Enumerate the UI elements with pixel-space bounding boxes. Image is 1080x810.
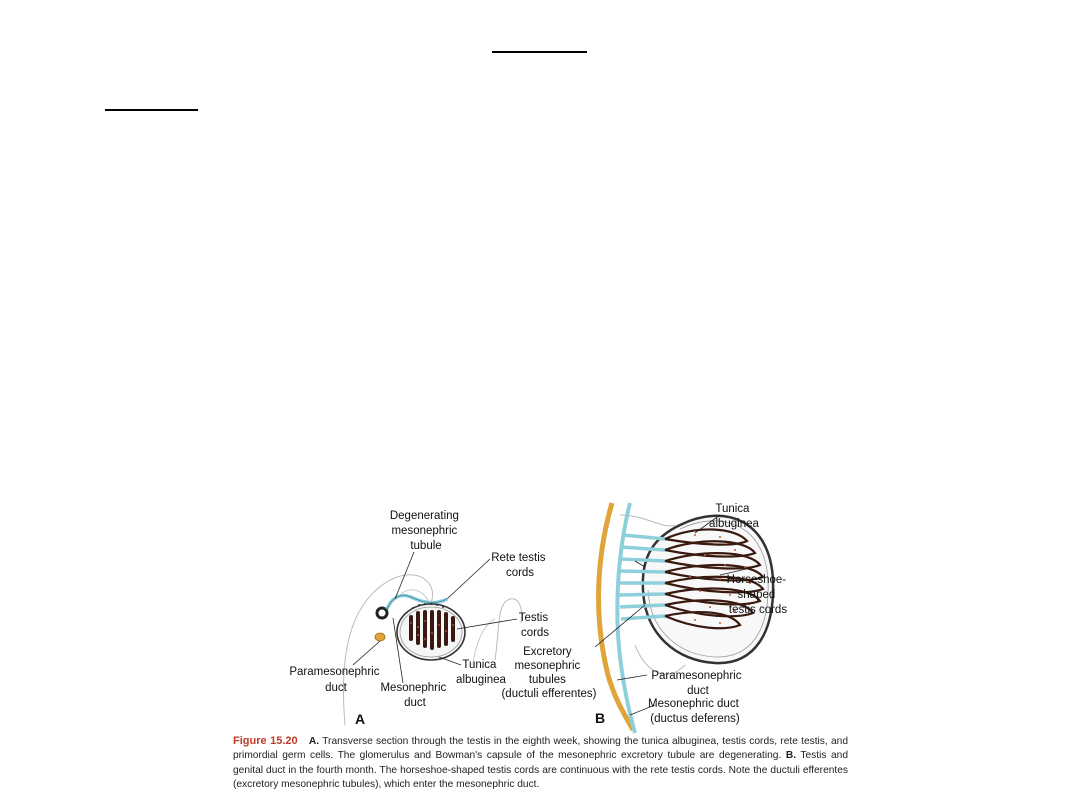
label-paramesonephric-a: Paramesonephric duct (289, 666, 380, 694)
caption-b-text: Testis and genital duct in the fourth month. The horseshoe-shaped testis cords are continuous with the rete testis cords. Note the ductuli efferentes (excretory mesonephric tubules), which enter the mesonephric duct. (233, 750, 848, 791)
caption-a-label: A. (308, 736, 320, 747)
figure-label: Figure 15.20 (233, 735, 298, 747)
caption-b-label: B. (785, 750, 797, 762)
label-excretory: Excretory mesonephric tubules (ductuli efferentes) (501, 646, 597, 700)
label-degenerating: Degenerating mesonephric tubule (389, 510, 459, 552)
caption-a-text: Transverse section through the testis in the eighth week, showing the tunica albuginea, testis cords, rete testis, and primordial germ cells. The glomerulus and Bowman's capsule of the mesonephric excretory tubule are degenerating. (233, 736, 848, 762)
mesonephric-duct-a (377, 608, 387, 618)
label-horseshoe: Horseshoe- shaped testis cords (726, 574, 788, 616)
label-testis-cords: Testis cords (518, 612, 550, 639)
testis-diagram (225, 495, 855, 735)
label-rete-testis-cords: Rete testis cords (491, 552, 546, 579)
panel-b-letter: B (595, 710, 606, 726)
label-tunica-b: Tunica albuginea (709, 503, 759, 530)
panel-a-letter: A (355, 711, 366, 727)
title-underline (492, 51, 587, 53)
figure-caption (233, 734, 848, 793)
subtitle-underline (105, 109, 198, 111)
paramesonephric-duct-a (375, 633, 385, 641)
mesentery-outline (495, 599, 522, 660)
label-mesonephric-a: Mesonephric duct (380, 682, 447, 709)
label-mesonephric-b: Mesonephric duct (ductus deferens) (648, 698, 740, 725)
label-paramesonephric-b: Paramesonephric duct (651, 670, 742, 697)
label-tunica-a: Tunica albuginea (456, 659, 506, 686)
